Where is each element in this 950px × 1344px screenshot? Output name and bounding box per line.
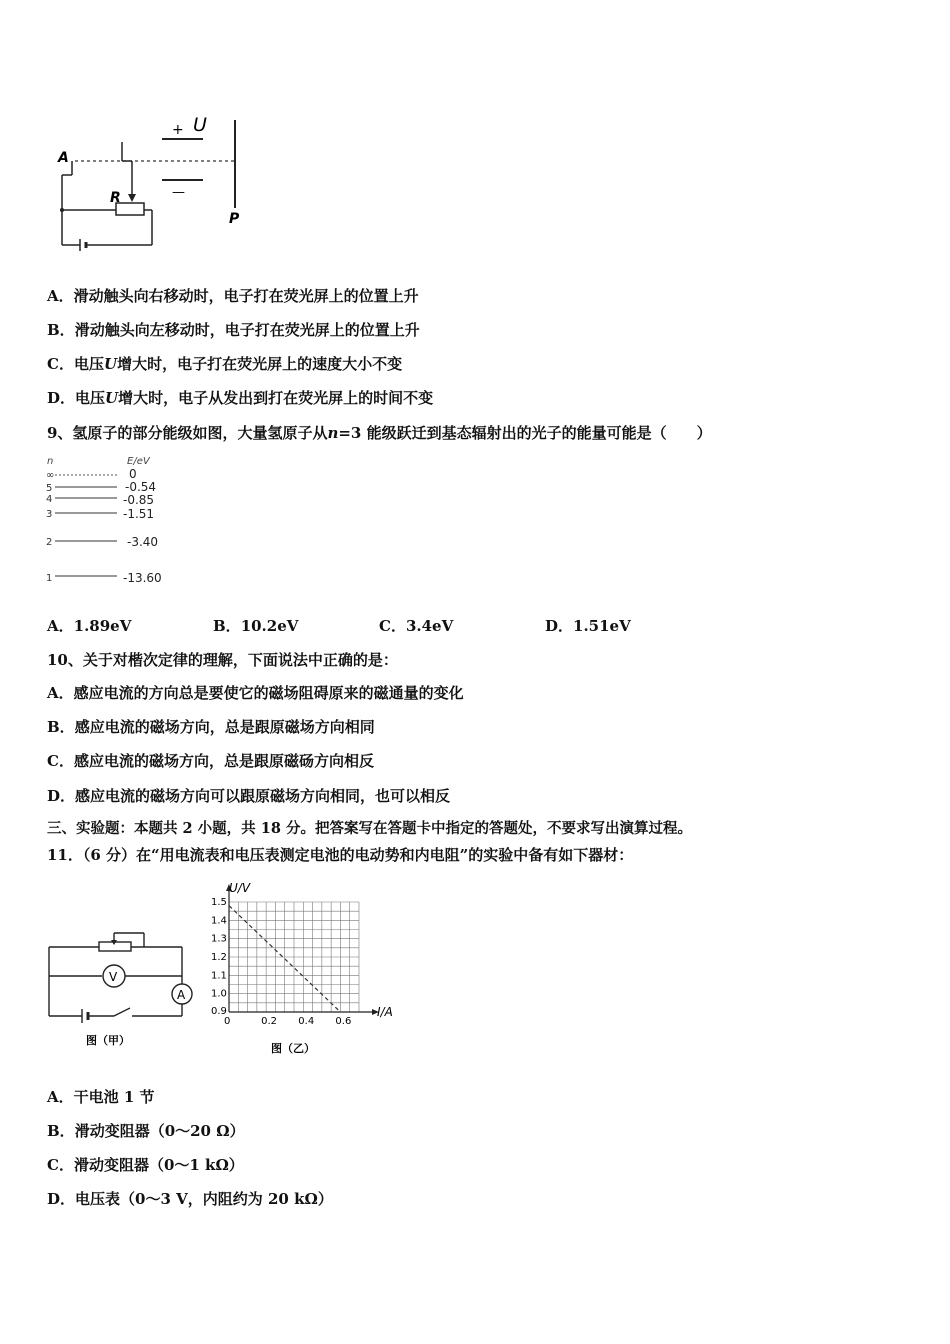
- svg-text:-3.40: -3.40: [127, 535, 159, 549]
- switch-icon: [114, 1008, 130, 1016]
- svg-text:1: 1: [46, 573, 53, 584]
- level-1: [46, 571, 162, 585]
- svg-text:A: A: [58, 150, 69, 166]
- x-tick-label: 0.6: [335, 1016, 352, 1027]
- svg-text:E/eV: E/eV: [127, 456, 150, 467]
- x-tick-label: 0: [224, 1016, 231, 1027]
- svg-text:V: V: [109, 970, 118, 984]
- y-tick-label: 1.3: [211, 933, 227, 945]
- q10-option-a: A．感应电流的方向总是要使它的磁场阻碍原来的磁通量的变化: [47, 684, 464, 702]
- q10-option-c: C．感应电流的磁场方向，总是跟原磁砀方向相反: [47, 752, 374, 770]
- y-axis-label: U/V: [229, 881, 251, 895]
- q9-option-a: A．1.89eV: [47, 617, 132, 635]
- q10-option-b: B．感应电流的磁场方向，总是跟原磁场方向相同: [47, 718, 375, 736]
- svg-text:A: A: [177, 988, 186, 1002]
- q11-option-d: D．电压表（0～3 V，内阻约为 20 kΩ）: [47, 1190, 333, 1208]
- q9-option-d: D．1.51eV: [545, 617, 631, 635]
- svg-text:—: —: [172, 185, 185, 200]
- x-tick-label: 0.4: [298, 1016, 315, 1027]
- svg-text:0: 0: [129, 467, 137, 481]
- energy-level-figure: [45, 452, 185, 592]
- y-tick-label: 1.1: [211, 970, 227, 982]
- svg-text:图（甲）: 图（甲）: [86, 1034, 130, 1047]
- q11-option-c: C．滑动变阻器（0～1 kΩ）: [47, 1156, 244, 1174]
- q11-option-b: B．滑动变阻器（0～20 Ω）: [47, 1122, 245, 1140]
- level-2: [46, 535, 158, 549]
- circuit-figure-jia: [44, 928, 204, 1053]
- svg-text:U: U: [193, 114, 207, 136]
- q8-option-d: D．电压U增大时，电子从发出到打在荧光屏上的时间不变: [47, 389, 434, 407]
- q9-option-c: C．3.4eV: [379, 617, 454, 635]
- level-5: [46, 480, 156, 494]
- y-tick-label: 1.5: [211, 897, 227, 908]
- x-tick-label: 0.2: [261, 1016, 278, 1027]
- svg-text:5: 5: [46, 483, 53, 494]
- svg-text:R: R: [110, 190, 121, 206]
- svg-text:4: 4: [46, 494, 53, 505]
- svg-text:P: P: [229, 211, 240, 227]
- crt-deflection-figure: [50, 110, 260, 260]
- ui-chart-figure-yi: [205, 878, 415, 1054]
- q8-option-c: C．电压U增大时，电子打在荧光屏上的速度大小不变: [47, 355, 403, 373]
- level-3: [46, 507, 154, 521]
- q8-option-a: A．滑动触头向右移动时，电子打在荧光屏上的位置上升: [47, 287, 419, 305]
- y-tick-label: 1.0: [211, 988, 227, 1000]
- q11-stem: 11．（6 分）在“用电流表和电压表测定电池的电动势和内电阻”的实验中备有如下器材：: [47, 846, 634, 864]
- chart-caption: 图（乙）: [271, 1042, 315, 1054]
- energy-level-diagram: [45, 452, 185, 592]
- svg-text:-13.60: -13.60: [123, 571, 162, 585]
- crt-diagram: [50, 110, 260, 260]
- q10-option-d: D．感应电流的磁场方向可以跟原磁场方向相同，也可以相反: [47, 787, 451, 805]
- svg-text:-0.54: -0.54: [125, 480, 157, 494]
- q9-options: [47, 616, 711, 636]
- q8-option-b: B．滑动触头向左移动时，电子打在荧光屏上的位置上升: [47, 321, 420, 339]
- q10-stem: 10、关于对楷次定律的理解，下面说法中正确的是：: [47, 651, 398, 669]
- svg-text:∞: ∞: [46, 470, 55, 481]
- svg-text:n: n: [47, 456, 54, 467]
- svg-text:3: 3: [46, 509, 53, 520]
- level-inf: [46, 467, 137, 481]
- ui-chart: [205, 878, 415, 1054]
- q9-option-b: B．10.2eV: [213, 617, 299, 635]
- circuit-diagram: [44, 928, 204, 1053]
- svg-text:-1.51: -1.51: [123, 507, 155, 521]
- q9-stem: 9、氢原子的部分能级如图，大量氢原子从n=3 能级跃迁到基态辐射出的光子的能量可能是（ ）: [47, 424, 712, 442]
- svg-text:2: 2: [46, 537, 53, 548]
- y-tick-label: 1.4: [211, 915, 227, 927]
- svg-text:+: +: [172, 122, 184, 138]
- y-tick-label: 0.9: [211, 1006, 227, 1017]
- q11-option-a: A．干电池 1 节: [47, 1088, 155, 1106]
- y-tick-label: 1.2: [211, 952, 227, 963]
- svg-text:-0.85: -0.85: [123, 493, 155, 507]
- section-3-heading: 三、实验题：本题共 2 小题，共 18 分。把答案写在答题卡中指定的答题处，不要求写出演算过程。: [47, 820, 692, 837]
- level-4: [46, 493, 154, 507]
- x-axis-label: I/A: [377, 1005, 393, 1019]
